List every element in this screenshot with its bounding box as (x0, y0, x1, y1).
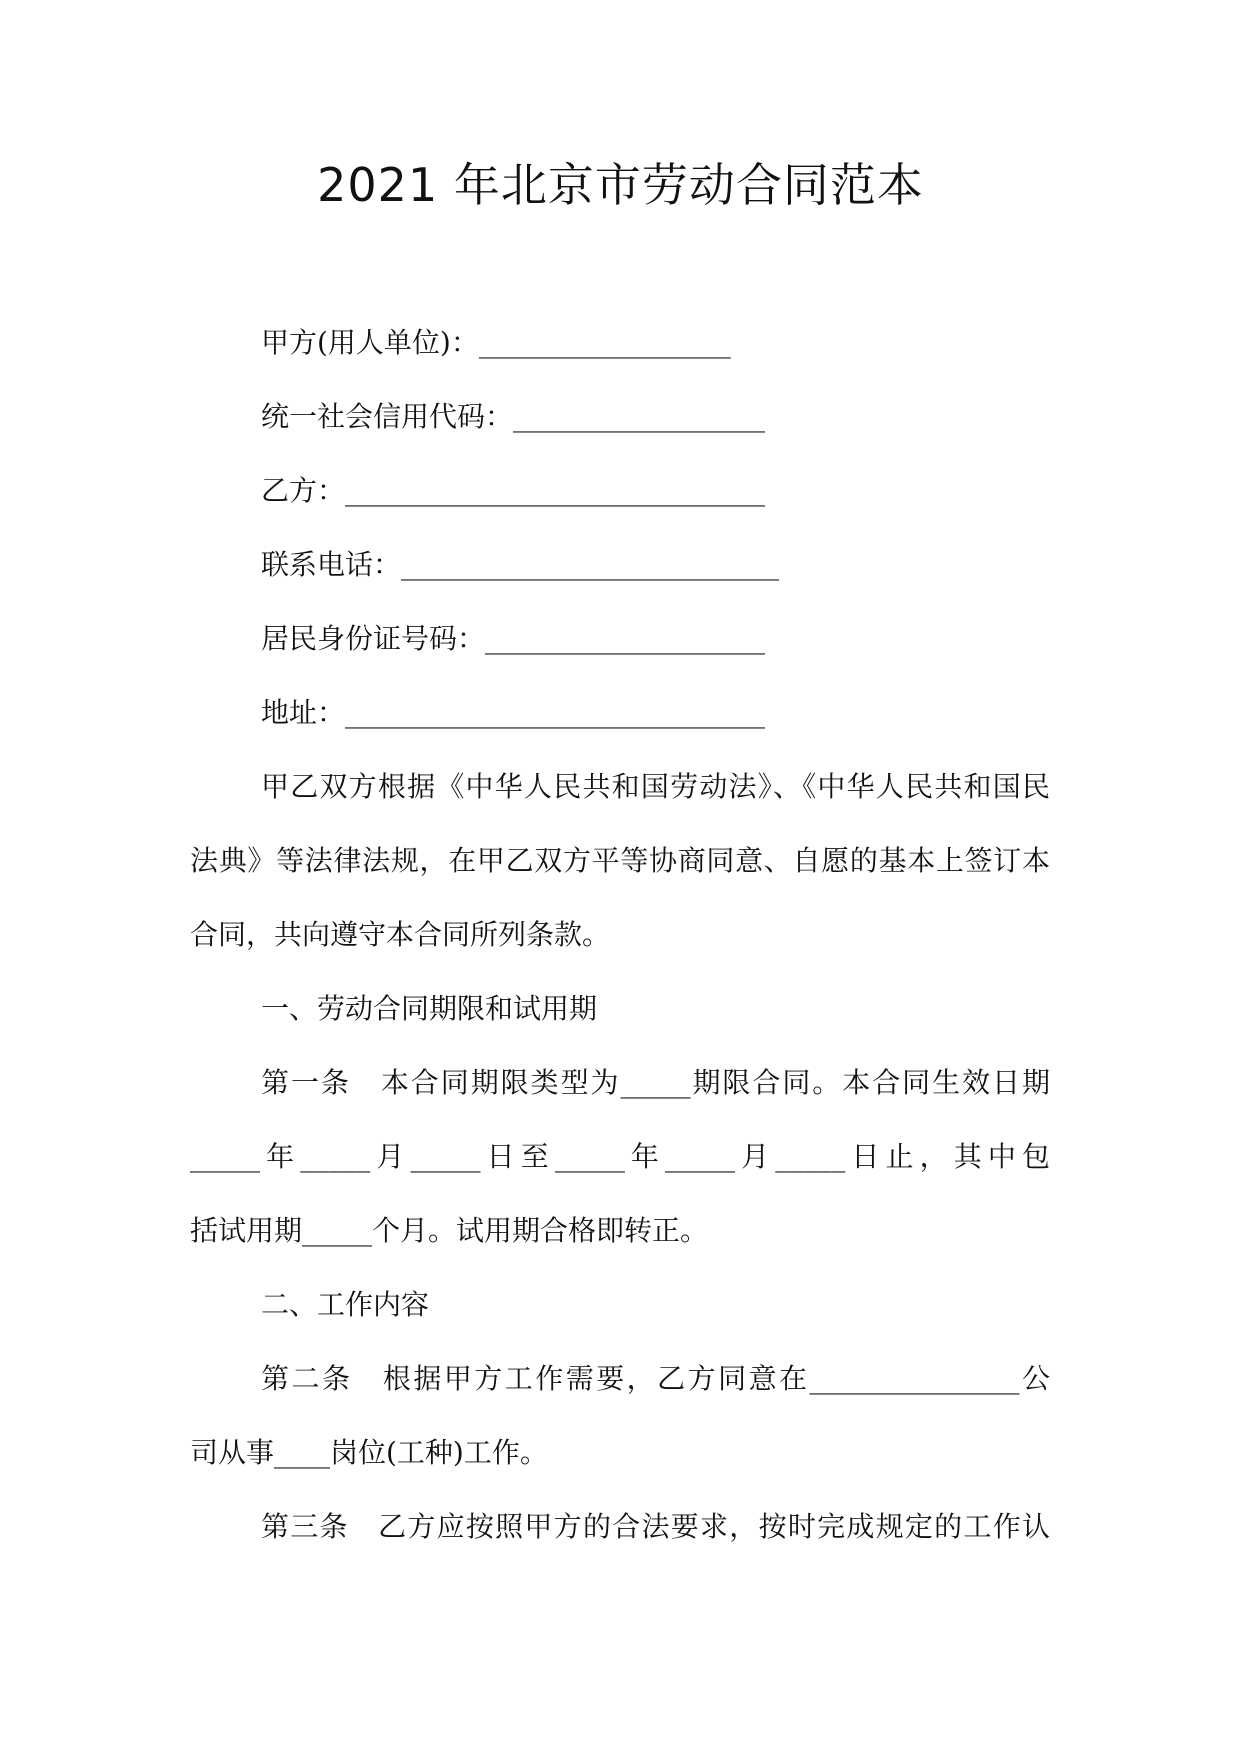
party-b-line: 乙方：______________________________ (261, 474, 766, 507)
preamble-line-3: 合同，共向遵守本合同所列条款。 (190, 918, 611, 951)
article-2-line-1: 第二条 根据甲方工作需要，乙方同意在_______________公 (261, 1362, 1050, 1395)
phone-line: 联系电话：___________________________ (261, 548, 780, 581)
article-1-line-1: 第一条 本合同期限类型为_____期限合同。本合同生效日期 (261, 1066, 1050, 1099)
article-1-line-2: _____年_____月_____日至_____年_____月_____日止，其中包 (190, 1140, 1050, 1173)
id-number-line: 居民身份证号码：____________________ (261, 622, 766, 655)
article-1-line-3: 括试用期_____个月。试用期合格即转正。 (190, 1214, 709, 1247)
document-title: 2021 年北京市劳动合同范本 (317, 158, 924, 212)
address-line: 地址：______________________________ (261, 696, 766, 729)
preamble-line-1: 甲乙双方根据《中华人民共和国劳动法》、《中华人民共和国民 (261, 770, 1050, 803)
section-heading-1: 一、劳动合同期限和试用期 (261, 992, 598, 1025)
article-3-line-1: 第三条 乙方应按照甲方的合法要求，按时完成规定的工作认 (261, 1510, 1050, 1543)
preamble-line-2: 法典》等法律法规，在甲乙双方平等协商同意、自愿的基本上签订本 (190, 844, 1050, 877)
article-2-line-2: 司从事____岗位(工种)工作。 (190, 1436, 548, 1469)
section-heading-2: 二、工作内容 (261, 1288, 430, 1321)
party-a-line: 甲方(用人单位)：__________________ (261, 326, 731, 359)
credit-code-line: 统一社会信用代码：__________________ (261, 400, 766, 433)
